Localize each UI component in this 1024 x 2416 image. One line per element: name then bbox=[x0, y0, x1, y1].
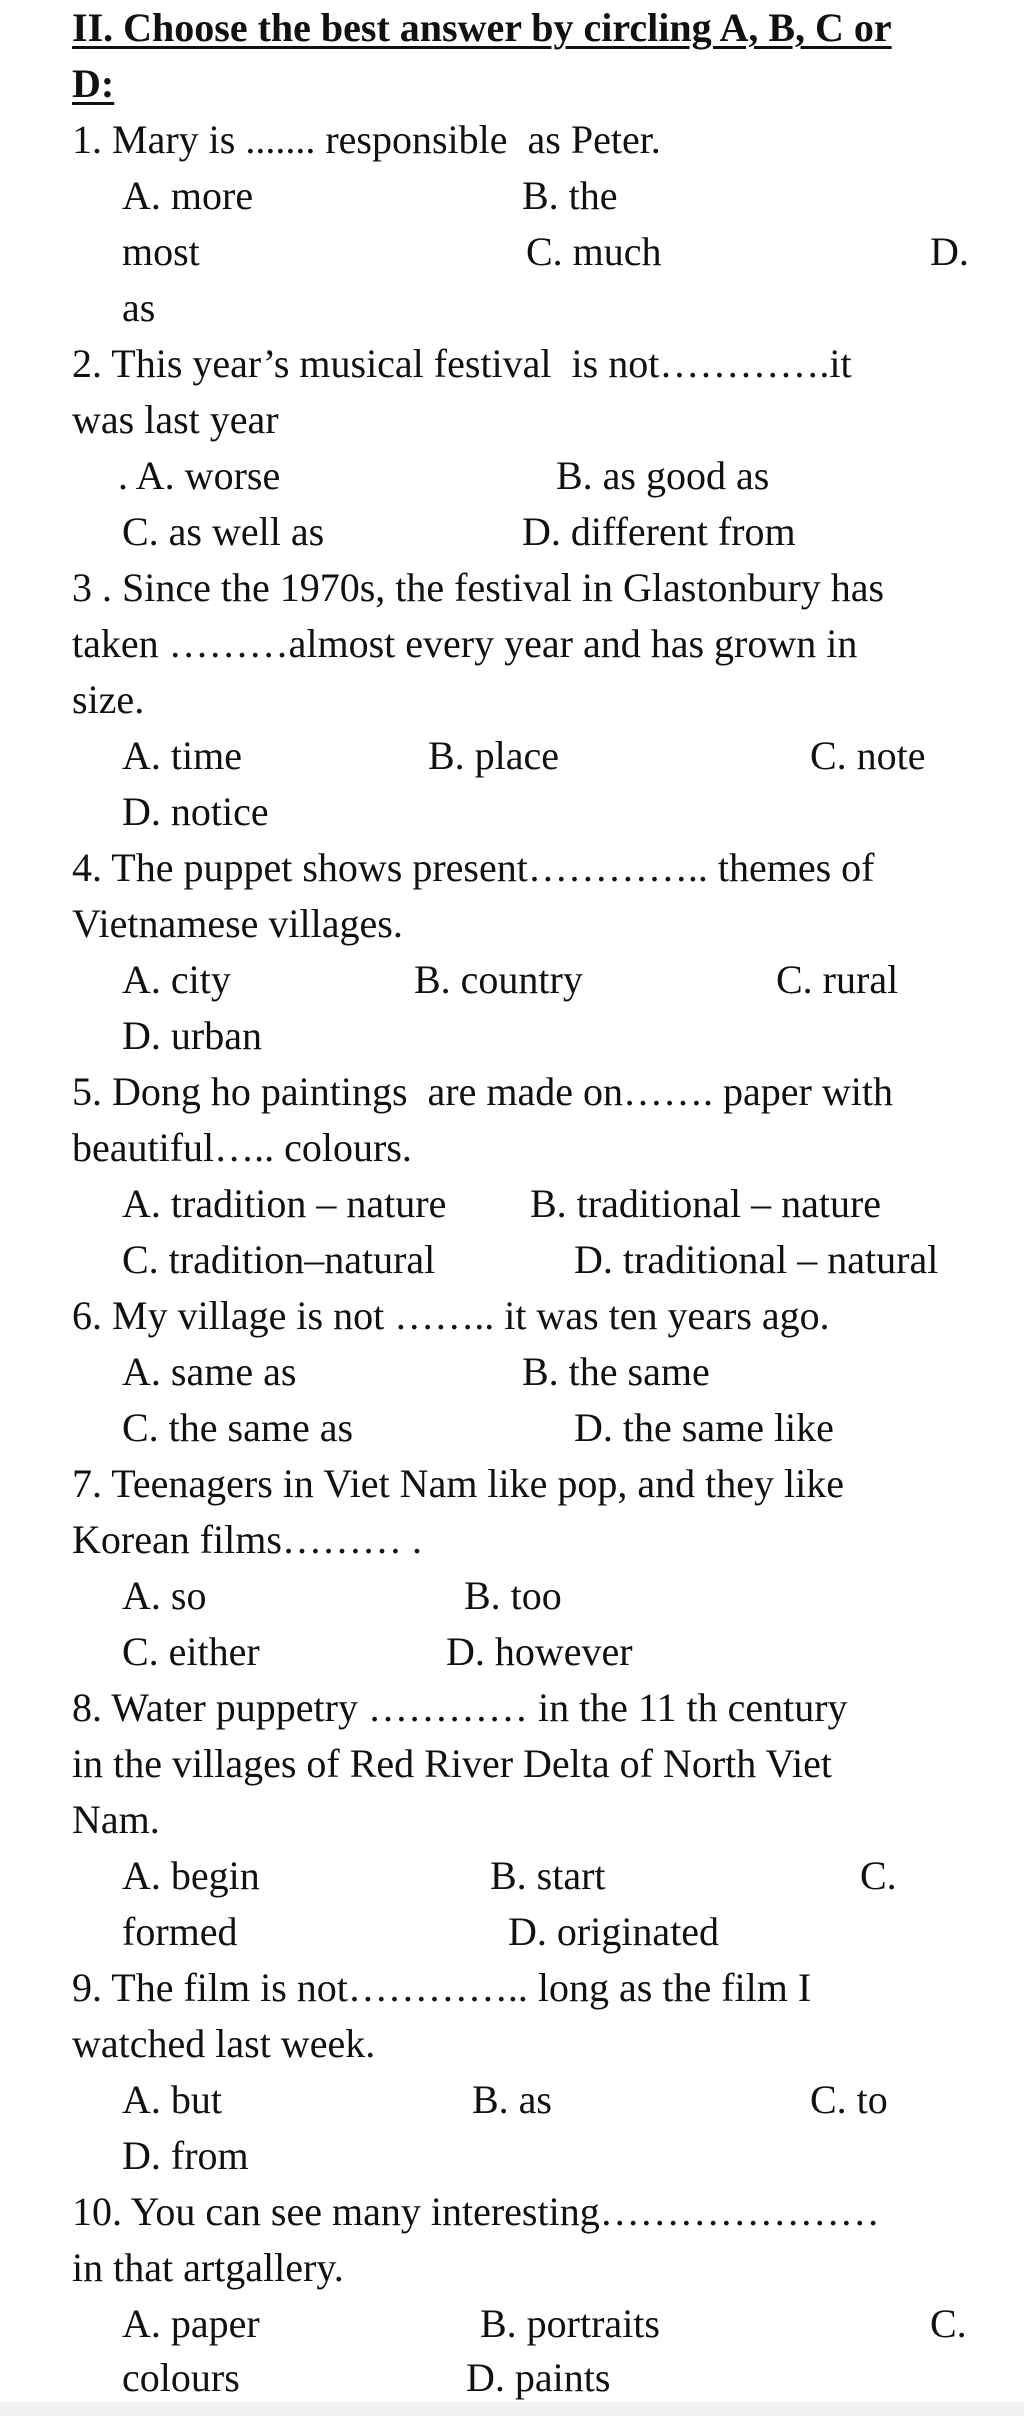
question-3-option-c[interactable]: C. note bbox=[810, 733, 926, 778]
question-9-stem-line-1: 9. The film is not………….. long as the film I bbox=[72, 1965, 812, 2010]
question-7-option-d[interactable]: D. however bbox=[446, 1629, 633, 1674]
section-heading-line-2: D: bbox=[72, 61, 115, 106]
question-4-option-b[interactable]: B. country bbox=[414, 957, 583, 1002]
question-2-option-c[interactable]: C. as well as bbox=[122, 509, 325, 554]
question-3-option-a[interactable]: A. time bbox=[122, 733, 242, 778]
question-10-option-d[interactable]: D. paints bbox=[466, 2355, 611, 2400]
question-5-option-b[interactable]: B. traditional – nature bbox=[530, 1181, 882, 1226]
question-6-stem: 6. My village is not …….. it was ten years ago. bbox=[72, 1293, 830, 1338]
question-1-option-a[interactable]: A. more bbox=[122, 173, 254, 218]
question-9-option-b[interactable]: B. as bbox=[472, 2077, 552, 2122]
question-2-stem-line-2: was last year bbox=[72, 397, 279, 442]
question-4-stem-line-1: 4. The puppet shows present………….. themes of bbox=[72, 845, 875, 890]
question-2-option-a[interactable]: . A. worse bbox=[118, 453, 281, 498]
question-3-stem-line-1: 3 . Since the 1970s, the festival in Glastonbury has bbox=[72, 565, 885, 610]
question-9-option-a[interactable]: A. but bbox=[122, 2077, 222, 2122]
question-4-option-c[interactable]: C. rural bbox=[776, 957, 899, 1002]
question-10-option-b[interactable]: B. portraits bbox=[480, 2301, 660, 2346]
question-6-option-d[interactable]: D. the same like bbox=[574, 1405, 834, 1450]
question-1-option-d-continued[interactable]: as bbox=[122, 285, 156, 330]
question-5-option-d[interactable]: D. traditional – natural bbox=[574, 1237, 939, 1282]
question-7-stem-line-1: 7. Teenagers in Viet Nam like pop, and they like bbox=[72, 1461, 845, 1506]
question-2-option-b[interactable]: B. as good as bbox=[556, 453, 770, 498]
question-4-option-a[interactable]: A. city bbox=[122, 957, 231, 1002]
question-5-stem-line-2: beautiful….. colours. bbox=[72, 1125, 412, 1170]
page-bottom-edge bbox=[0, 2402, 1024, 2416]
question-8-option-d[interactable]: D. originated bbox=[508, 1909, 720, 1954]
question-7-option-c[interactable]: C. either bbox=[122, 1629, 260, 1674]
question-10-option-a[interactable]: A. paper bbox=[122, 2301, 260, 2346]
question-3-stem-line-2: taken ………almost every year and has grown in bbox=[72, 621, 858, 666]
question-3-option-b[interactable]: B. place bbox=[428, 733, 560, 778]
question-5-option-c[interactable]: C. tradition–natural bbox=[122, 1237, 436, 1282]
question-5-option-a[interactable]: A. tradition – nature bbox=[122, 1181, 447, 1226]
question-3-stem-line-3: size. bbox=[72, 677, 145, 722]
question-7-option-b[interactable]: B. too bbox=[464, 1573, 562, 1618]
question-8-stem-line-2: in the villages of Red River Delta of North Viet bbox=[72, 1741, 833, 1786]
question-9-stem-line-2: watched last week. bbox=[72, 2021, 376, 2066]
question-1-stem: 1. Mary is ....... responsible as Peter. bbox=[72, 117, 661, 162]
question-10-stem-line-2: in that artgallery. bbox=[72, 2245, 344, 2290]
question-6-option-a[interactable]: A. same as bbox=[122, 1349, 297, 1394]
question-9-option-c[interactable]: C. to bbox=[810, 2077, 888, 2122]
question-2-stem-line-1: 2. This year’s musical festival is not………….it bbox=[72, 341, 852, 386]
question-7-option-a[interactable]: A. so bbox=[122, 1573, 207, 1618]
question-8-option-a[interactable]: A. begin bbox=[122, 1853, 260, 1898]
question-8-option-c-continued[interactable]: formed bbox=[122, 1909, 238, 1954]
question-2-option-d[interactable]: D. different from bbox=[522, 509, 796, 554]
question-8-option-b[interactable]: B. start bbox=[490, 1853, 606, 1898]
question-1-option-b[interactable]: B. the bbox=[522, 173, 618, 218]
question-10-option-c[interactable]: C. bbox=[930, 2301, 967, 2346]
question-3-option-d[interactable]: D. notice bbox=[122, 789, 269, 834]
question-6-option-b[interactable]: B. the same bbox=[522, 1349, 710, 1394]
question-8-stem-line-3: Nam. bbox=[72, 1797, 160, 1842]
question-10-option-c-continued[interactable]: colours bbox=[122, 2355, 240, 2400]
question-1-option-b-continued[interactable]: most bbox=[122, 229, 200, 274]
question-8-option-c[interactable]: C. bbox=[860, 1853, 897, 1898]
question-7-stem-line-2: Korean films……… . bbox=[72, 1517, 422, 1562]
question-1-option-c[interactable]: C. much bbox=[526, 229, 662, 274]
question-8-stem-line-1: 8. Water puppetry ………… in the 11 th century bbox=[72, 1685, 848, 1730]
question-4-stem-line-2: Vietnamese villages. bbox=[72, 901, 403, 946]
question-5-stem-line-1: 5. Dong ho paintings are made on……. paper with bbox=[72, 1069, 893, 1114]
section-heading-line-1: II. Choose the best answer by circling A, B, C or bbox=[72, 5, 892, 50]
question-6-option-c[interactable]: C. the same as bbox=[122, 1405, 354, 1450]
question-4-option-d[interactable]: D. urban bbox=[122, 1013, 262, 1058]
question-10-stem-line-1: 10. You can see many interesting………………… bbox=[72, 2189, 880, 2234]
question-1-option-d[interactable]: D. bbox=[930, 229, 969, 274]
question-9-option-d[interactable]: D. from bbox=[122, 2133, 249, 2178]
